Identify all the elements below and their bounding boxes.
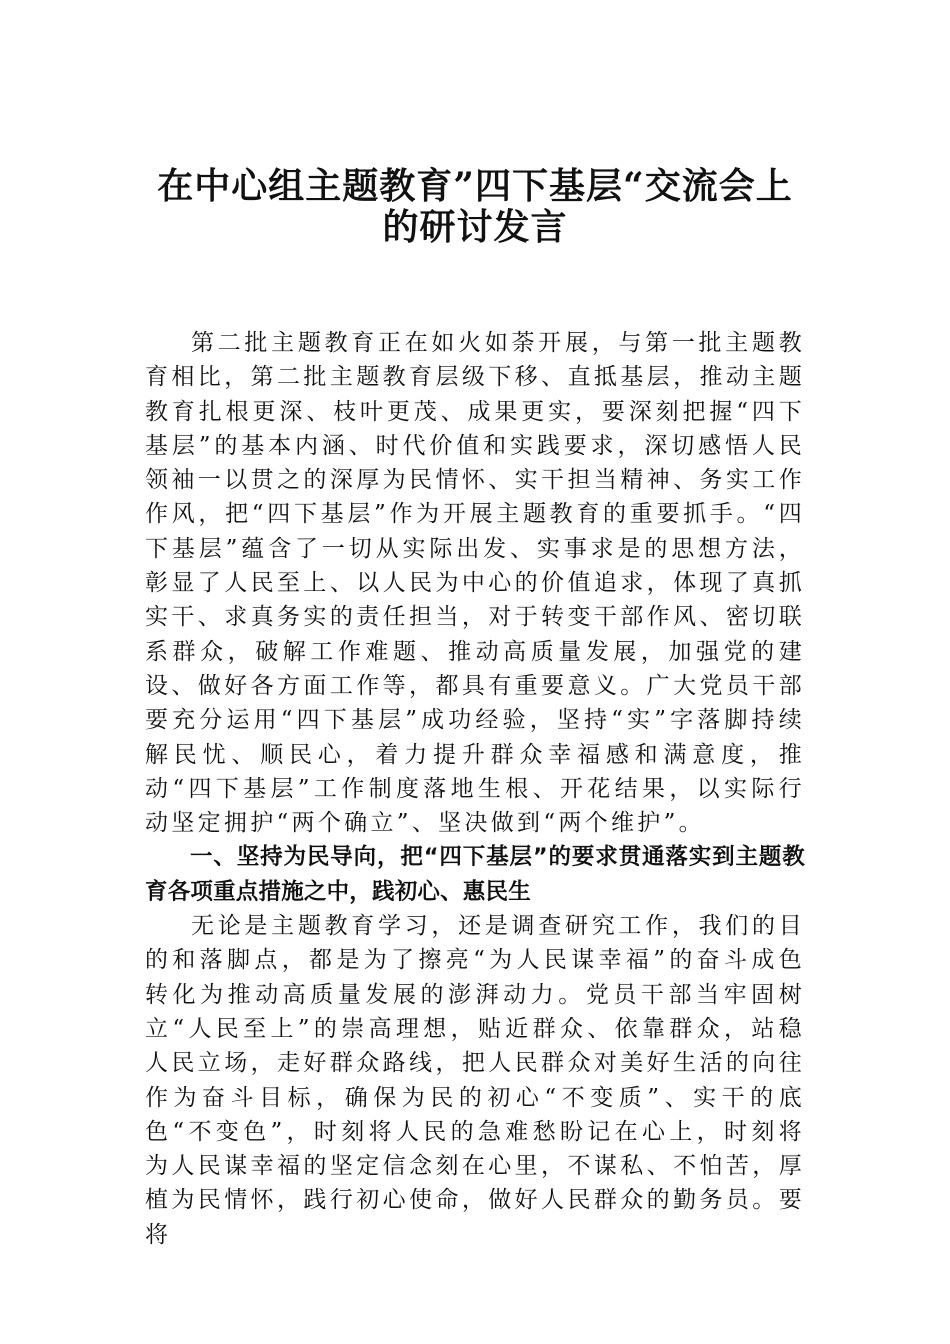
body-paragraph: 第二批主题教育正在如火如荼开展，与第一批主题教育相比，第二批主题教育层级下移、直抵基层，推动主题教育扎根更深、枝叶更茂、成果更实，要深刻把握“四下基层”的基本内涵、时代价值和实践要求，深切感悟人民领袖一以贯之的深厚为民情怀、实干担当精神、务实工作作风，把“四下基层”作为开展主题教育的重要抓手。“四下基层”蕴含了一切从实际出发、实事求是的思想方法，彰显了人民至上、以人民为中心的价值追求，体现了真抓实干、求真务实的责任担当，对于转变干部作风、密切联系群众，破解工作难题、推动高质量发展，加强党的建设、做好各方面工作等，都具有重要意义。广大党员干部要充分运用“四下基层”成功经验，坚持“实”字落脚持续解民忧、顺民心，着力提升群众幸福感和满意度，推动“四下基层”工作制度落地生根、开花结果，以实际行动坚定拥护“两个确立”、坚决做到“两个维护”。 [145,330,805,837]
document-title-line-2: 的研讨发言 [382,206,568,248]
document-title-line-1: 在中心组主题教育”四下基层“交流会上 [157,165,793,207]
section-heading: 一、坚持为民导向，把“四下基层”的要求贯通落实到主题教育各项重点措施之中，践初心、惠民生 [145,844,805,905]
body-paragraph: 无论是主题教育学习，还是调查研究工作，我们的目的和落脚点，都是为了擦亮“为人民谋幸福”的奋斗成色转化为推动高质量发展的澎湃动力。党员干部当牢固树立“人民至上”的崇高理想，贴近群众、依靠群众，站稳人民立场，走好群众路线，把人民群众对美好生活的向往作为奋斗目标，确保为民的初心“不变质”、实干的底色“不变色”，时刻将人民的急难愁盼记在心上，时刻将为人民谋幸福的坚定信念刻在心里，不谋私、不怕苦，厚植为民情怀，践行初心使命，做好人民群众的勤务员。要将 [145,913,805,1248]
document-body [145,326,805,1252]
